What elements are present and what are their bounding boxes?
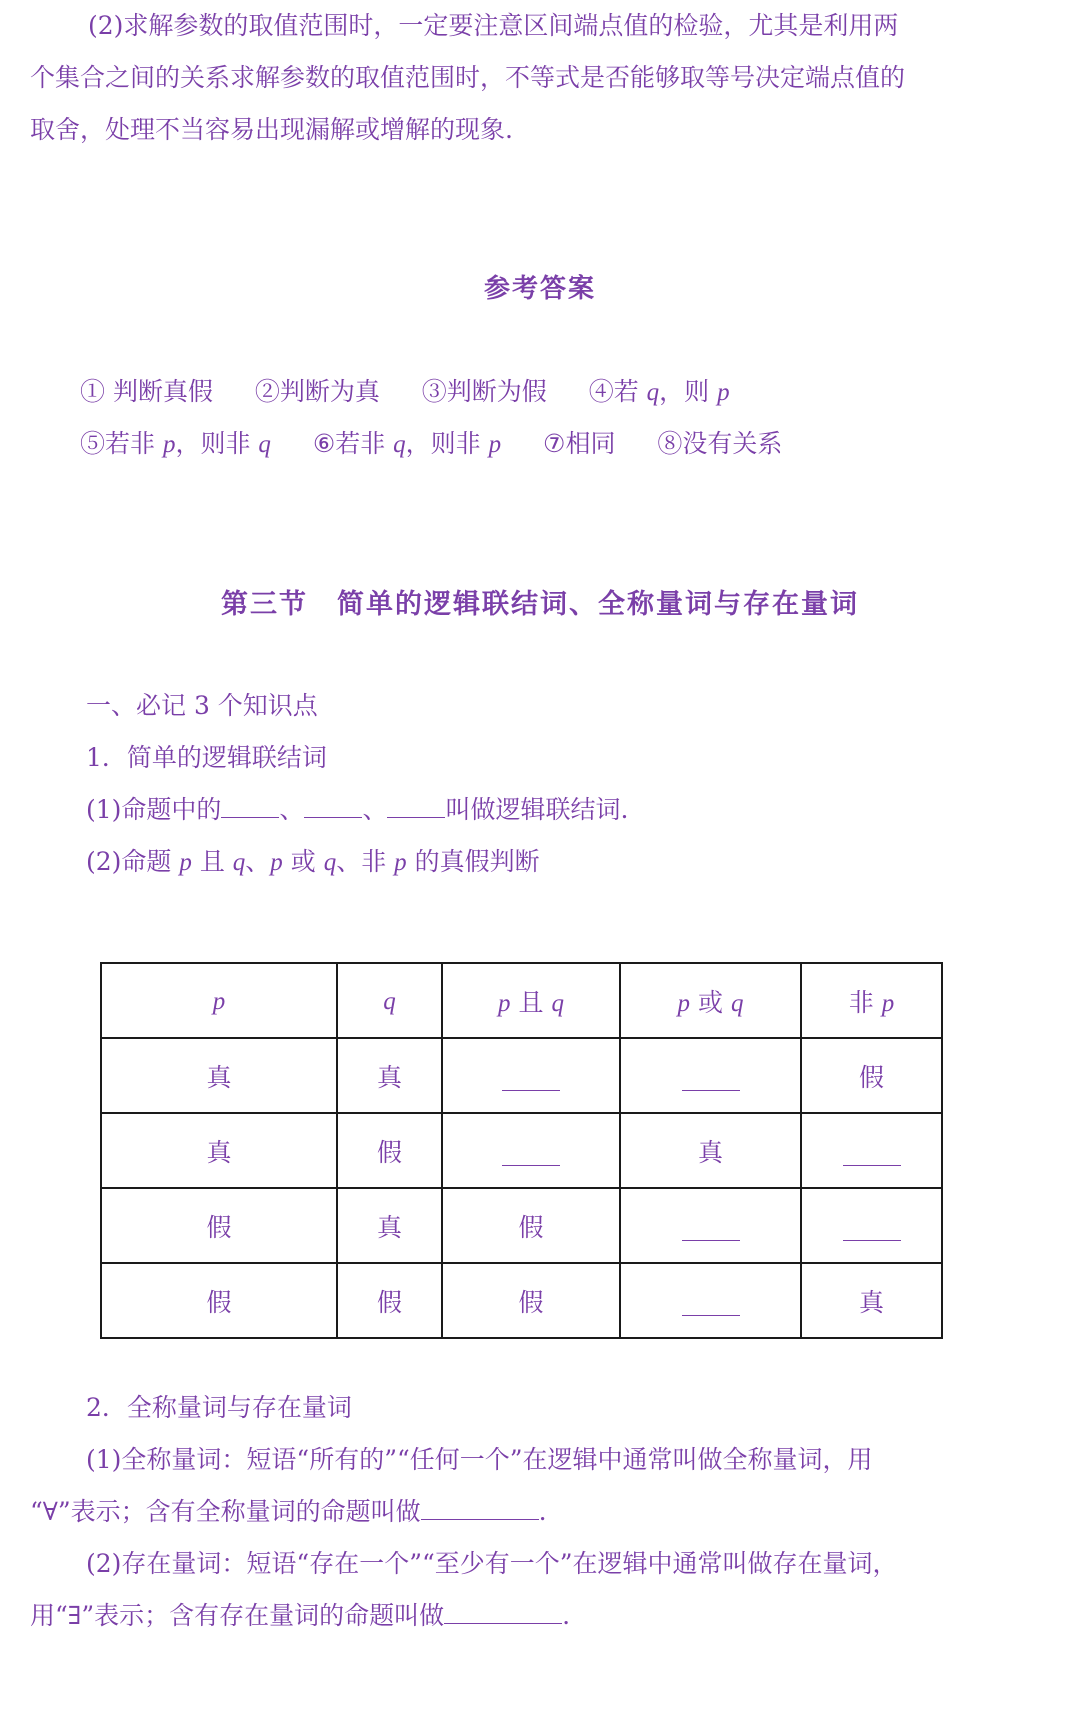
- table-header-row: [101, 963, 942, 1038]
- table-cell-blank: [620, 1263, 801, 1338]
- answer-2: ②判断为真: [254, 377, 380, 406]
- intro-line-1: (2)求解参数的取值范围时，一定要注意区间端点值的检验，尤其是利用两: [88, 11, 899, 40]
- answer-4: ④若 q，则 p: [588, 377, 730, 406]
- table-cell: 假: [442, 1263, 620, 1338]
- table-cell: 假: [801, 1038, 942, 1113]
- table-cell-blank: [442, 1113, 620, 1188]
- answer-5: ⑤若非 p，则非 q: [80, 429, 271, 458]
- header-not-p: 非 p: [801, 963, 942, 1038]
- table-cell: 假: [101, 1188, 337, 1263]
- header-p-and-q: p 且 q: [442, 963, 620, 1038]
- item-1-2: (2)命题 p 且 q、p 或 q、非 p 的真假判断: [86, 847, 540, 876]
- quantifier-2-line-2: 用“∃”表示；含有存在量词的命题叫做 .: [30, 1601, 571, 1630]
- fill-blank: [221, 795, 279, 818]
- table-cell: 假: [101, 1263, 337, 1338]
- answer-8: ⑧没有关系: [657, 429, 783, 458]
- section-title: 第三节 简单的逻辑联结词、全称量词与存在量词: [221, 589, 859, 620]
- table-cell: 假: [337, 1263, 442, 1338]
- table-row: [101, 1263, 942, 1338]
- item-2-heading: 2．全称量词与存在量词: [86, 1393, 352, 1422]
- truth-table: [100, 962, 943, 1339]
- table-cell: 真: [620, 1113, 801, 1188]
- section-subtitle: 一、必记 3 个知识点: [86, 691, 318, 720]
- header-p: p: [101, 963, 337, 1038]
- quantifier-1-line-2: “∀”表示；含有全称量词的命题叫做 .: [30, 1497, 547, 1526]
- table-cell-blank: [801, 1188, 942, 1263]
- item-1-1: (1)命题中的 、 、 叫做逻辑联结词.: [86, 795, 629, 824]
- item-1-heading: 1．简单的逻辑联结词: [86, 743, 327, 772]
- intro-line-3: 取舍，处理不当容易出现漏解或增解的现象.: [30, 115, 513, 144]
- quantifier-1-line-1: (1)全称量词：短语“所有的”“任何一个”在逻辑中通常叫做全称量词，用: [86, 1445, 873, 1474]
- table-row: [101, 1113, 942, 1188]
- table-cell: 真: [801, 1263, 942, 1338]
- fill-blank: [444, 1601, 562, 1624]
- table-cell-blank: [620, 1038, 801, 1113]
- answer-6: ⑥若非 q，则非 p: [312, 429, 502, 458]
- quantifier-2-line-1: (2)存在量词：短语“存在一个”“至少有一个”在逻辑中通常叫做存在量词，: [86, 1549, 898, 1578]
- answer-3: ③判断为假: [421, 377, 547, 406]
- table-cell: 真: [337, 1188, 442, 1263]
- table-cell: 真: [337, 1038, 442, 1113]
- fill-blank: [421, 1497, 539, 1520]
- intro-line-2: 个集合之间的关系求解参数的取值范围时，不等式是否能够取等号决定端点值的: [30, 63, 906, 92]
- table-cell-blank: [801, 1113, 942, 1188]
- fill-blank: [304, 795, 362, 818]
- table-cell: 真: [101, 1038, 337, 1113]
- header-p-or-q: p 或 q: [620, 963, 801, 1038]
- table-cell: 真: [101, 1113, 337, 1188]
- table-cell: 假: [337, 1113, 442, 1188]
- answers-row-2: [80, 424, 782, 460]
- answer-1: ① 判断真假: [80, 377, 213, 406]
- table-row: [101, 1038, 942, 1113]
- fill-blank: [387, 795, 445, 818]
- table-cell: 假: [442, 1188, 620, 1263]
- table-row: [101, 1188, 942, 1263]
- header-q: q: [337, 963, 442, 1038]
- table-cell-blank: [442, 1038, 620, 1113]
- table-cell-blank: [620, 1188, 801, 1263]
- answer-7: ⑦相同: [543, 429, 616, 458]
- answers-title: 参考答案: [483, 274, 596, 304]
- answers-row-1: [80, 372, 730, 408]
